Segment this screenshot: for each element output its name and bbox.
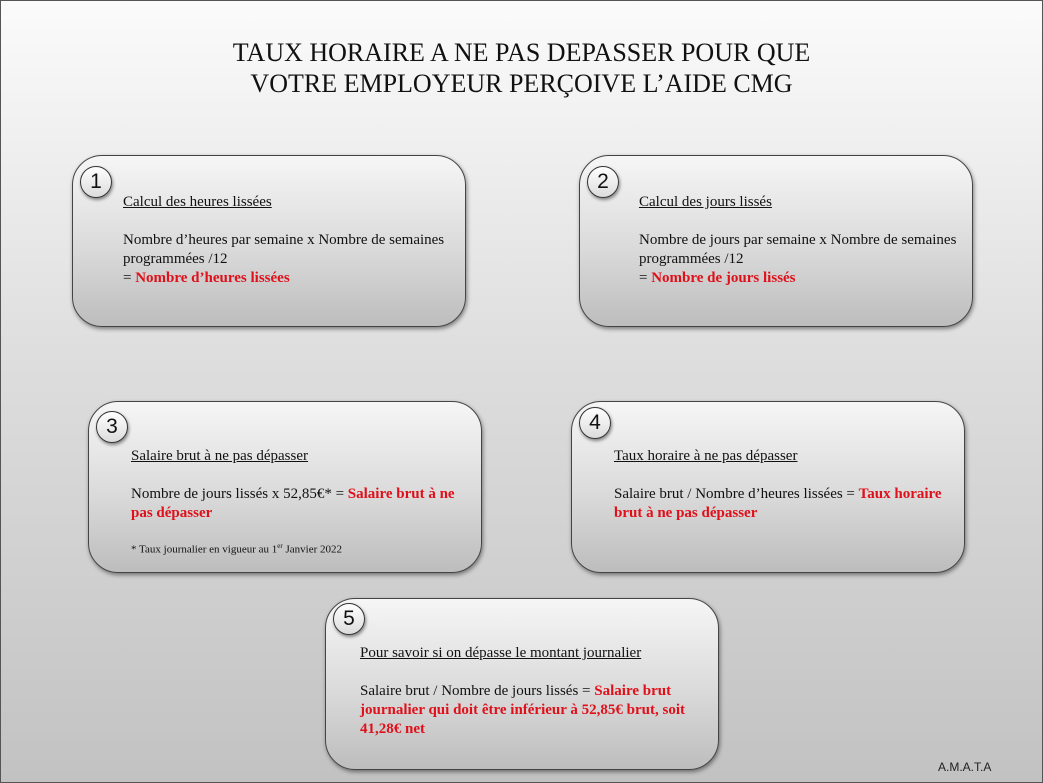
step-5-formula: Salaire brut / Nombre de jours lissés = [360,683,595,699]
step-2-formula: Nombre de jours par semaine x Nombre de semaines programmées /12 [639,232,957,267]
step-1-equals: = [123,270,136,286]
step-4-heading: Taux horaire à ne pas dépasser [614,448,798,464]
step-5-heading: Pour savoir si on dépasse le montant journalier [360,645,642,661]
step-2-badge: 2 [587,166,619,198]
step-3-footnote: * Taux journalier en vigueur au 1er Janvier 2022 [131,542,342,556]
title-line-2: VOTRE EMPLOYEUR PERÇOIVE L’AIDE CMG [250,69,793,98]
step-5-result: Salaire brut journalier qui doit être inférieur à 52,85€ brut, soit 41,28€ net [360,683,685,737]
step-3-result: Salaire brut à ne pas dépasser [131,486,455,521]
page-title [1,37,1042,99]
step-4-result: Taux horaire brut à ne pas dépasser [614,486,942,521]
step-2-heading: Calcul des jours lissés [639,194,772,210]
step-5-badge: 5 [333,603,365,635]
step-1-result: Nombre d’heures lissées [135,270,290,286]
author-signature: A.M.A.T.A [938,760,992,774]
step-2-content [639,193,964,288]
step-1-formula: Nombre d’heures par semaine x Nombre de semaines programmées /12 [123,232,445,267]
step-3-content [131,447,469,557]
step-4-formula: Salaire brut / Nombre d’heures lissées = [614,486,859,502]
step-5-content [360,644,705,739]
step-1-badge: 1 [80,166,112,198]
step-1-content [123,193,453,288]
step-3-heading: Salaire brut à ne pas dépasser [131,448,309,464]
step-4-badge: 4 [579,407,611,439]
step-2-equals: = [639,270,652,286]
step-2-result: Nombre de jours lissés [651,270,796,286]
step-3-formula: Nombre de jours lissés x 52,85€* = [131,486,348,502]
step-3-badge: 3 [96,411,128,443]
title-line-1: TAUX HORAIRE A NE PAS DEPASSER POUR QUE [232,38,811,67]
step-4-content [614,447,952,523]
step-1-heading: Calcul des heures lissées [123,194,272,210]
